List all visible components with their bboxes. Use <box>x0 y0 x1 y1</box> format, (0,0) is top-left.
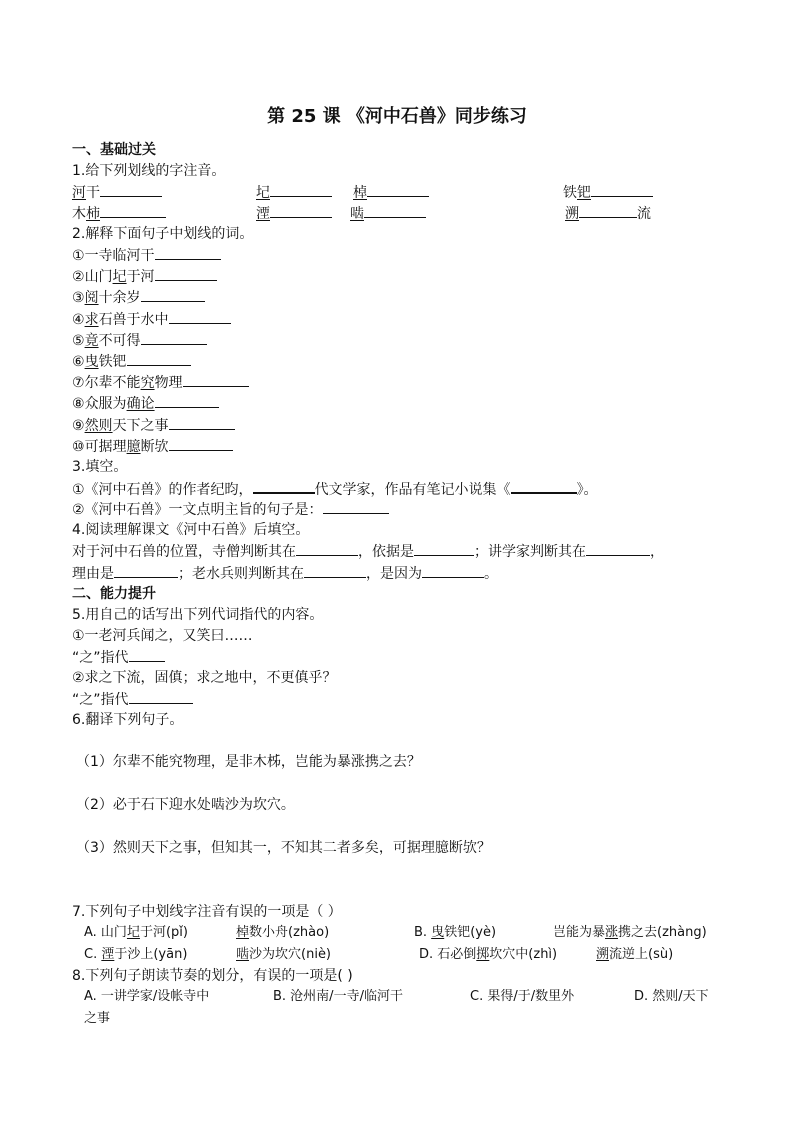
q3-line-1 <box>72 478 598 500</box>
q6-stem: 6.翻译下列句子。 <box>72 712 184 728</box>
q2-item <box>72 309 231 330</box>
answer-blank[interactable] <box>127 351 191 366</box>
underlined-char: 河 <box>72 185 86 201</box>
q7-text: A. 山门 <box>84 925 127 940</box>
item-number: ⑦ <box>72 375 85 392</box>
q4-text: ， <box>650 544 664 560</box>
item-text: 铁钯 <box>98 354 127 370</box>
q8-stem: 8.下列句子朗读节奏的划分，有误的一项是( ) <box>72 968 353 984</box>
q7-text: 数小舟(zhào) <box>249 925 330 940</box>
underlined-word: 究 <box>140 375 155 392</box>
q7-text: 于河(pǐ) <box>139 925 188 940</box>
q7-text: 流逆上(sù) <box>609 947 674 962</box>
underlined-word: 曳 <box>84 354 99 370</box>
answer-blank[interactable] <box>422 563 484 578</box>
item-text: 干 <box>86 185 100 201</box>
q4-text: ，依据是 <box>358 544 414 560</box>
q5-label: “之”指代 <box>72 692 129 708</box>
item-text: 尔辈不能 <box>84 375 141 392</box>
underlined-char: 涨 <box>605 925 619 940</box>
underlined-char: 溯 <box>596 947 610 962</box>
q1-item-1 <box>72 182 162 203</box>
answer-blank[interactable] <box>364 203 426 218</box>
q1-item-4 <box>563 182 653 203</box>
q7-option-d-1[interactable] <box>419 945 557 965</box>
q4-text: ；讲学家判断其在 <box>474 544 586 560</box>
q5-pronoun-1 <box>72 647 165 668</box>
q7-text: 铁钯(yè) <box>444 925 497 940</box>
q8-option-b[interactable]: B. 沧州南/一寺/临河干 <box>273 989 403 1004</box>
q3-stem: 3.填空。 <box>72 459 128 475</box>
item-number: ④ <box>72 311 85 328</box>
q7-option-c-2 <box>236 945 331 965</box>
underlined-char: 湮 <box>101 947 115 962</box>
answer-blank[interactable] <box>414 541 474 556</box>
item-text: 十余岁 <box>98 290 141 307</box>
q7-option-a-1[interactable] <box>84 923 188 943</box>
q2-stem: 2.解释下面句子中划线的词。 <box>72 226 254 242</box>
q2-item <box>72 245 221 266</box>
q1-item-8 <box>565 203 651 224</box>
item-text: 铁 <box>563 185 577 201</box>
q2-item <box>72 287 205 308</box>
q7-text: 坎穴中(zhì) <box>489 947 558 962</box>
underlined-word: 圮 <box>112 269 127 286</box>
item-text: 木 <box>72 206 86 222</box>
answer-blank[interactable] <box>141 330 207 345</box>
item-number: ⑧ <box>72 396 85 413</box>
answer-blank[interactable] <box>591 182 653 197</box>
underlined-char: 棹 <box>353 185 367 201</box>
item-text: 流 <box>637 206 651 222</box>
q8-option-d[interactable]: D. 然则/天下 <box>634 989 709 1004</box>
answer-blank[interactable] <box>183 372 249 387</box>
book-title-blank[interactable] <box>511 478 577 494</box>
underlined-word: 求 <box>84 311 99 328</box>
q4-line-2 <box>72 563 498 584</box>
q2-item <box>72 372 249 393</box>
answer-blank[interactable] <box>155 245 221 260</box>
q8-option-d-continued: 之事 <box>84 1011 111 1026</box>
item-text: 断欤 <box>140 438 169 455</box>
underlined-char: 湮 <box>256 206 270 222</box>
answer-blank[interactable] <box>270 203 332 218</box>
item-text: 可据理 <box>84 438 127 455</box>
item-text: 一寺临河干 <box>84 248 155 264</box>
q3-text: ②《河中石兽》一文点明主旨的句子是： <box>72 502 323 518</box>
dynasty-blank[interactable] <box>253 478 315 494</box>
q5-label: “之”指代 <box>72 650 129 666</box>
underlined-word: 然则 <box>84 417 113 434</box>
q2-item <box>72 436 233 457</box>
underlined-word: 阅 <box>84 290 99 307</box>
q5-stem: 5.用自己的话写出下列代词指代的内容。 <box>72 607 324 623</box>
q5-sentence-2: ②求之下流，固傎；求之地中，不更傎乎？ <box>72 670 337 686</box>
answer-blank[interactable] <box>141 287 205 302</box>
answer-blank[interactable] <box>169 309 231 324</box>
item-number: ⑥ <box>72 354 85 370</box>
answer-blank[interactable] <box>155 266 217 281</box>
theme-sentence-blank[interactable] <box>323 499 389 514</box>
q2-item <box>72 351 191 372</box>
q3-text: ①《河中石兽》的作者纪昀， <box>72 482 253 498</box>
answer-blank[interactable] <box>169 436 233 451</box>
q4-text: 理由是 <box>72 566 114 582</box>
q7-text: 携之去(zhàng) <box>618 925 707 940</box>
item-number: ⑨ <box>72 417 85 434</box>
answer-blank[interactable] <box>169 415 235 430</box>
q7-text: B. <box>414 925 432 940</box>
q7-text: C. <box>84 947 102 962</box>
underlined-word: 确论 <box>126 396 155 413</box>
underlined-word: 臆 <box>126 438 141 455</box>
q5-sentence-1: ①一老河兵闻之，又笑曰…… <box>72 628 253 644</box>
q2-item <box>72 266 217 287</box>
answer-blank[interactable] <box>129 689 193 704</box>
item-text: 天下之事 <box>112 417 169 434</box>
item-number: ③ <box>72 290 85 307</box>
q7-text: 沙为坎穴(niè) <box>249 947 332 962</box>
answer-blank[interactable] <box>304 563 366 578</box>
q7-stem: 7.下列句子中划线字注音有误的一项是（ ） <box>72 904 342 920</box>
underlined-char: 掷 <box>476 947 490 962</box>
q8-option-a[interactable]: A. 一讲学家/设帐寺中 <box>84 989 210 1004</box>
q4-line-1 <box>72 541 664 562</box>
answer-blank[interactable] <box>129 647 165 662</box>
q1-item-3 <box>353 182 429 203</box>
q3-line-2 <box>72 499 389 520</box>
q7-option-b-1[interactable] <box>414 923 496 943</box>
q1-item-5 <box>72 203 166 224</box>
answer-blank[interactable] <box>367 182 429 197</box>
q4-text: ，是因为 <box>366 566 422 582</box>
q6-sentence-1: （1）尔辈不能究物理，是非木柹，岂能为暴涨携之去？ <box>76 754 421 770</box>
answer-blank[interactable] <box>100 182 162 197</box>
answer-blank[interactable] <box>296 541 358 556</box>
underlined-char: 啮 <box>236 947 250 962</box>
q7-option-d-2 <box>596 945 673 965</box>
item-text: 众服为 <box>84 396 127 413</box>
section-heading-basic: 一、基础过关 <box>72 142 156 158</box>
q7-text: 岂能为暴 <box>553 925 606 940</box>
q2-item <box>72 415 235 436</box>
q3-text: 》。 <box>576 482 598 498</box>
q1-item-2 <box>256 182 332 203</box>
item-number: ⑤ <box>72 332 85 349</box>
underlined-char: 溯 <box>565 206 579 222</box>
page-title: 第 25 课 《河中石兽》同步练习 <box>267 106 527 127</box>
q7-text: 于沙上(yān) <box>114 947 188 962</box>
q4-text: ；老水兵则判断其在 <box>178 566 304 582</box>
q8-option-c[interactable]: C. 果得/于/数里外 <box>470 989 575 1004</box>
q2-item <box>72 330 207 351</box>
answer-blank[interactable] <box>100 203 166 218</box>
item-text: 不可得 <box>98 332 141 349</box>
q7-option-b-2 <box>553 923 707 943</box>
item-text: 于河 <box>126 269 155 286</box>
q6-sentence-3: （3）然则天下之事，但知其一，不知其二者多矣，可据理臆断欤？ <box>76 840 491 856</box>
section-heading-advanced: 二、能力提升 <box>72 586 156 602</box>
q2-item <box>72 393 219 414</box>
q7-option-c-1[interactable] <box>84 945 187 965</box>
q4-text: 。 <box>484 566 498 582</box>
q1-stem: 1.给下列划线的字注音。 <box>72 163 226 179</box>
underlined-char: 曳 <box>431 925 445 940</box>
q3-text: 代文学家，作品有笔记小说集《 <box>314 482 511 498</box>
underlined-word: 竟 <box>84 332 99 349</box>
item-number: ⑩ <box>72 438 85 455</box>
answer-blank[interactable] <box>155 393 219 408</box>
q6-sentence-2: （2）必于石下迎水处啮沙为坎穴。 <box>76 797 295 813</box>
q1-item-7 <box>350 203 426 224</box>
item-text: 石兽于水中 <box>98 311 169 328</box>
underlined-char: 啮 <box>350 206 364 222</box>
answer-blank[interactable] <box>114 563 178 578</box>
underlined-char: 圮 <box>126 925 140 940</box>
q4-text: 对于河中石兽的位置，寺僧判断其在 <box>72 544 296 560</box>
underlined-char: 圮 <box>256 185 270 201</box>
answer-blank[interactable] <box>579 203 637 218</box>
item-number: ① <box>72 248 85 264</box>
item-text: 物理 <box>154 375 183 392</box>
item-text: 山门 <box>84 269 113 286</box>
answer-blank[interactable] <box>586 541 650 556</box>
item-number: ② <box>72 269 85 286</box>
q7-option-a-2 <box>236 923 329 943</box>
q7-text: D. 石必倒 <box>419 947 477 962</box>
q4-stem: 4.阅读理解课文《河中石兽》后填空。 <box>72 522 310 538</box>
q1-item-6 <box>256 203 332 224</box>
underlined-char: 棹 <box>236 925 250 940</box>
underlined-char: 钯 <box>577 185 591 201</box>
answer-blank[interactable] <box>270 182 332 197</box>
underlined-char: 柿 <box>86 206 100 222</box>
q5-pronoun-2 <box>72 689 193 710</box>
